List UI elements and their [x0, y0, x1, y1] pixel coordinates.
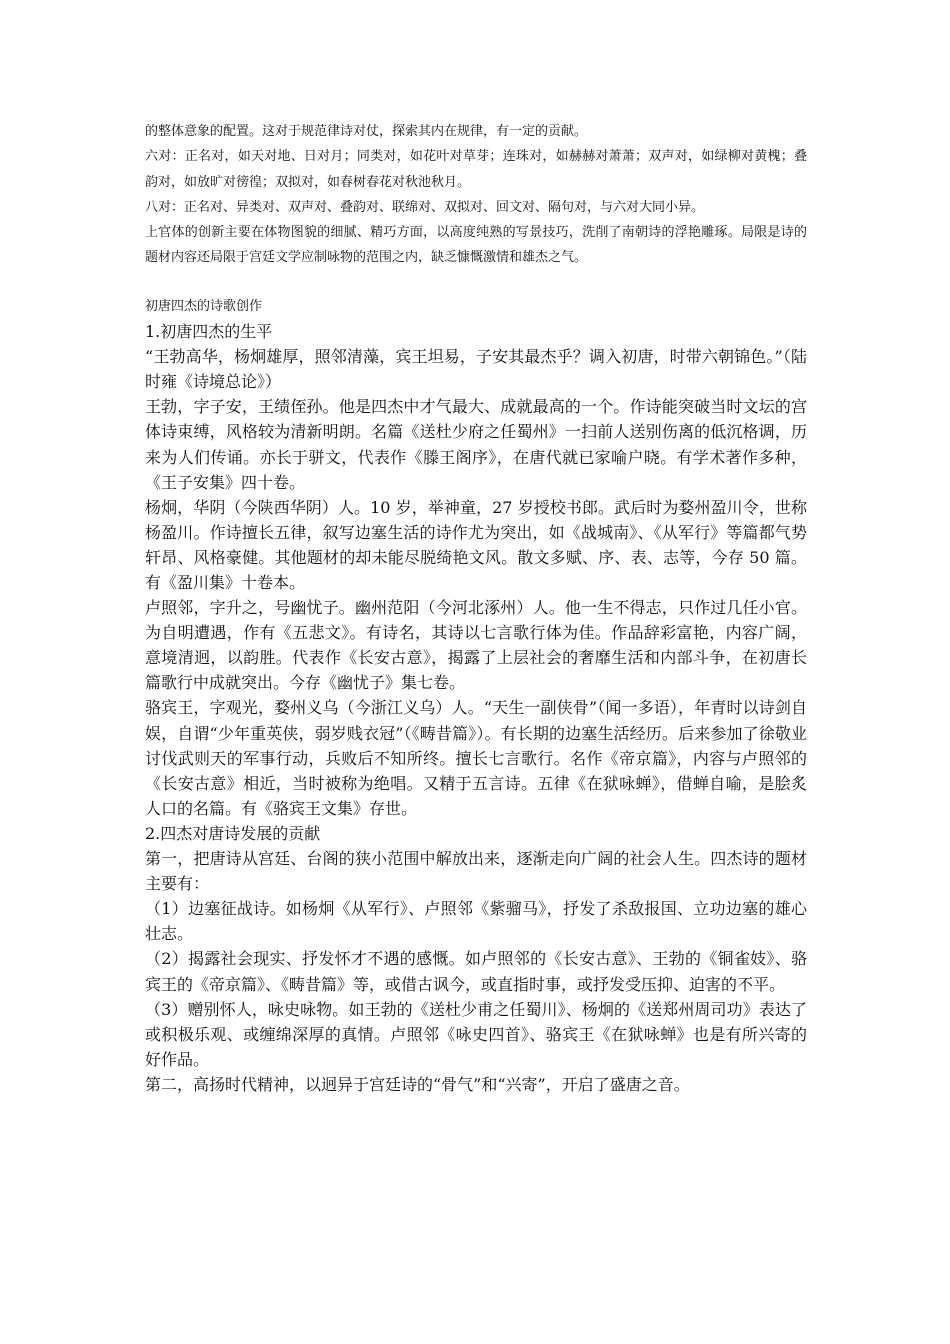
paragraph-six-duals: 六对：正名对，如天对地、日对月；同类对，如花叶对草芽；连珠对，如赫赫对萧萧；双声对，如绿柳对黄槐；叠韵对，如放旷对徬徨；双拟对，如春树春花对秋池秋月。	[145, 149, 807, 190]
document-content	[145, 119, 807, 1097]
paragraph-intro: 的整体意象的配置。这对于规范律诗对仗，探索其内在规律，有一定的贡献。	[145, 124, 588, 139]
paragraph-quote: “王勃高华，杨炯雄厚，照邻清藻，宾王坦易，子安其最杰乎？调入初唐，时带六朝锦色。”（陆时雍《诗境总论》）	[145, 347, 807, 392]
paragraph-first-contribution: 第一，把唐诗从宫廷、台阁的狭小范围中解放出来，逐渐走向广阔的社会人生。四杰诗的题材主要有：	[145, 849, 807, 894]
paragraph-eight-duals: 八对：正名对、异类对、双声对、叠韵对、联绵对、双拟对、回文对、隔句对，与六对大同小异。	[145, 199, 705, 215]
paragraph-luo-binwang: 骆宾王，字观光，婺州义乌（今浙江义乌）人。“天生一副侠骨”（闻一多语），年青时以诗剑自娱，自谓“少年重英侠，弱岁贱衣冠”（《畴昔篇》）。有长期的边塞生活经历。后来参加了徐敬业讨伐武则天的军事行动，兵败后不知所终。擅长七言歌行。名作《帝京篇》，内容与卢照邻的《长安古意》相近，当时被称为绝唱。又精于五言诗。五律《在狱咏蝉》，借蝉自喻，是脍炙人口的名篇。有《骆宾王文集》存世。	[145, 698, 807, 818]
section-title: 初唐四杰的诗歌创作	[145, 298, 263, 314]
subheading-biographies: 1.初唐四杰的生平	[145, 322, 273, 342]
subheading-contributions: 2.四杰对唐诗发展的贡献	[145, 823, 321, 843]
paragraph-yang-jiong: 杨炯，华阴（今陕西华阴）人。10 岁，举神童，27 岁授校书郎。武后时为婺州盈川令，世称杨盈川。作诗擅长五律，叙写边塞生活的诗作尤为突出，如《战城南》、《从军行》等篇都气势轩昂、风格豪健。其他题材的却未能尽脱绮艳文风。散文多赋、序、表、志等，今存 50 篇。有《盈川集》十卷本。	[145, 497, 807, 593]
small-text-block	[145, 119, 807, 271]
paragraph-social-reality: （2）揭露社会现实、抒发怀才不遇的感慨。如卢照邻的《长安古意》、王勃的《铜雀妓》、骆宾王的《帝京篇》、《畴昔篇》等，或借古讽今，或直指时事，或抒发受压抑、迫害的不平。	[145, 949, 807, 994]
paragraph-frontier-poems: （1）边塞征战诗。如杨炯《从军行》、卢照邻《紫骝马》，抒发了杀敌报国、立功边塞的雄心壮志。	[145, 899, 807, 944]
paragraph-lu-zhaolin: 卢照邻，字升之，号幽忧子。幽州范阳（今河北涿州）人。他一生不得志，只作过几任小官。为自明遭遇，作有《五悲文》。有诗名，其诗以七言歌行体为佳。作品辞彩富艳，内容广阔，意境清迥，以韵胜。代表作《长安古意》，揭露了上层社会的奢靡生活和内部斗争，在初唐长篇歌行中成就突出。今存《幽忧子》集七卷。	[145, 598, 807, 693]
paragraph-farewell-poems: （3）赠别怀人，咏史咏物。如王勃的《送杜少甫之任蜀川》、杨炯的《送郑州周司功》表达了或积极乐观、或缠绵深厚的真情。卢照邻《咏史四首》、骆宾王《在狱咏蝉》也是有所兴寄的好作品。	[145, 999, 807, 1069]
paragraph-shangguan-style: 上官体的创新主要在体物图貌的细腻、精巧方面，以高度纯熟的写景技巧，洗削了南朝诗的浮艳雕琢。局限是诗的题材内容还局限于宫廷文学应制咏物的范围之内，缺乏慷慨激情和雄杰之气。	[145, 225, 807, 266]
paragraph-second-contribution: 第二，高扬时代精神，以迥异于宫廷诗的“骨气”和“兴寄”，开启了盛唐之音。	[145, 1074, 690, 1094]
large-text-block	[145, 319, 807, 1097]
paragraph-wang-bo: 王勃，字子安，王绩侄孙。他是四杰中才气最大、成就最高的一个。作诗能突破当时文坛的宫体诗束缚，风格较为清新明朗。名篇《送杜少府之任蜀州》一扫前人送别伤离的低沉格调，历来为人们传诵。亦长于骈文，代表作《滕王阁序》，在唐代就已家喻户晓。有学术著作多种，《王子安集》四十卷。	[145, 397, 807, 492]
